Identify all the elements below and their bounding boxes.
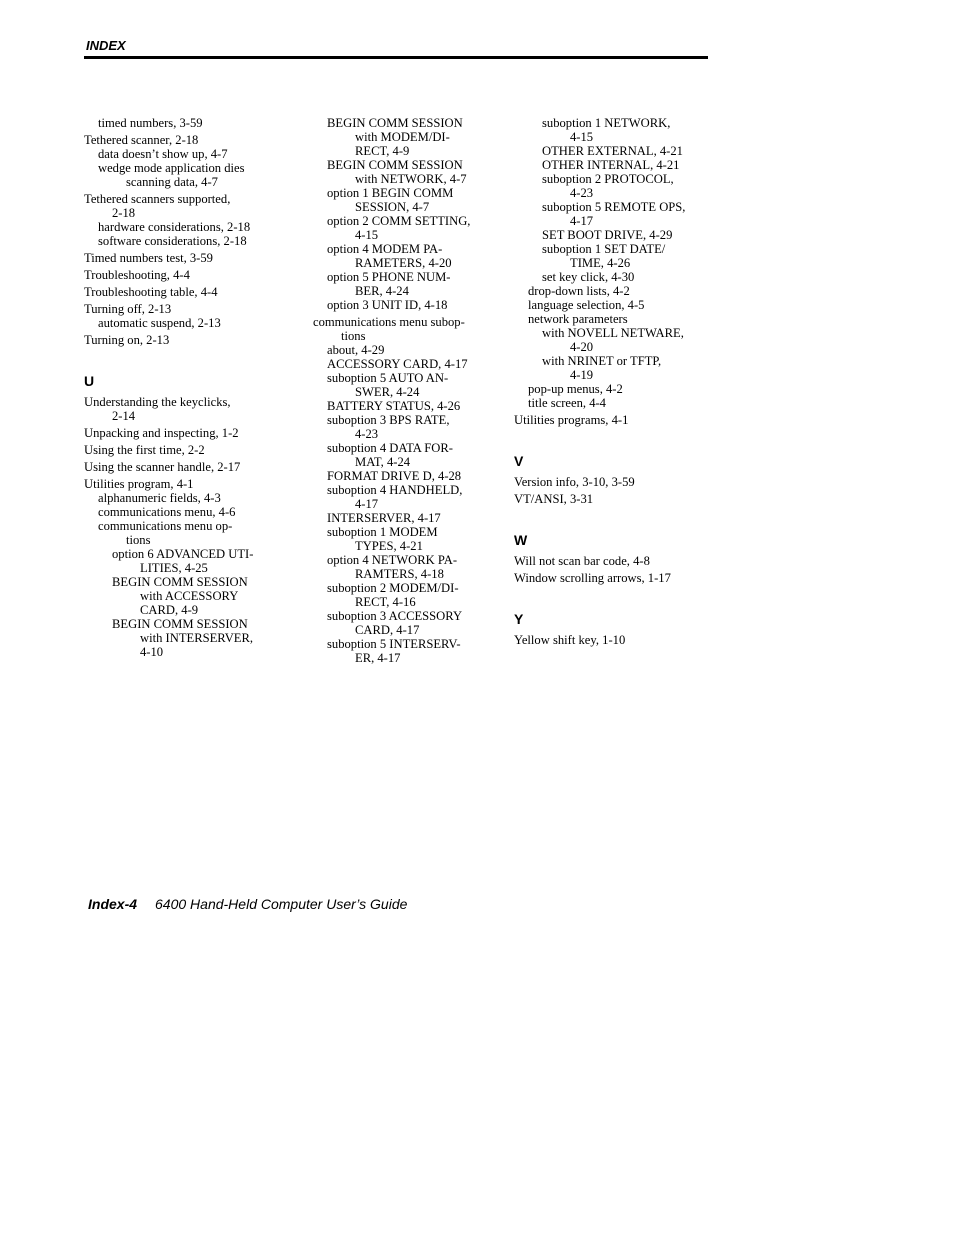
index-entry-continuation: with MODEM/DI- [355,130,450,144]
index-entry [514,312,714,326]
index-entry-text: data doesn’t show up, 4-7 [98,147,228,161]
index-entry [514,554,714,568]
index-entry [313,511,503,525]
index-entry-continuation: CARD, 4-17 [355,623,420,637]
index-entry-continuation: tions [126,533,151,547]
index-entry-continuation: 2-18 [112,206,136,220]
book-title: 6400 Hand-Held Computer User’s Guide [155,896,408,912]
index-entry [313,158,503,186]
index-entry [84,133,289,147]
index-entry-text: Window scrolling arrows, 1-17 [514,571,671,585]
index-entry-text: suboption 3 ACCESSORY [327,609,463,623]
index-entry [514,172,714,200]
index-entry [84,116,289,130]
index-entry [84,251,289,265]
index-entry-continuation: ER, 4-17 [355,651,401,665]
index-entry [514,413,714,427]
index-entry [84,443,289,457]
index-entry-text: OTHER INTERNAL, 4-21 [542,158,680,172]
index-letter-heading: V [514,453,524,469]
index-entry [84,234,289,248]
index-entry-text: hardware considerations, 2-18 [98,220,251,234]
index-letter-heading: Y [514,611,524,627]
index-entry [514,396,714,410]
index-entry-text: suboption 3 BPS RATE, [327,413,450,427]
index-entry [84,268,289,282]
index-entry-text: Tethered scanner, 2-18 [84,133,199,147]
index-entry-text: suboption 1 MODEM [327,525,438,539]
index-entry-continuation: BER, 4-24 [355,284,409,298]
index-entry-text: with NRINET or TFTP, [542,354,662,368]
index-entry-continuation: RECT, 4-16 [355,595,416,609]
index-entry [514,228,714,242]
index-entry-continuation: 4-17 [570,214,594,228]
index-entry-text: Troubleshooting table, 4-4 [84,285,218,299]
index-entry [313,483,503,511]
index-entry-text: suboption 5 INTERSERV- [327,637,461,651]
index-entry-text: communications menu, 4-6 [98,505,236,519]
index-entry-text: communications menu op- [98,519,233,533]
index-entry [514,270,714,284]
index-entry-continuation: LITIES, 4-25 [140,561,208,575]
index-entry-text: Using the first time, 2-2 [84,443,205,457]
index-entry [84,491,289,505]
index-entry-continuation: with INTERSERVER, [140,631,254,645]
index-entry [313,637,503,665]
index-entry-text: Understanding the keyclicks, [84,395,231,409]
index-entry-continuation: TIME, 4-26 [570,256,631,270]
index-entry [514,492,714,506]
index-entry-text: BATTERY STATUS, 4-26 [327,399,461,413]
index-entry-text: BEGIN COMM SESSION [112,617,248,631]
index-entry-text: language selection, 4-5 [528,298,645,312]
index-entry [313,399,503,413]
index-entry [84,477,289,491]
index-entry [84,519,289,547]
index-entry [313,315,503,343]
index-entry-text: Yellow shift key, 1-10 [514,633,626,647]
header-rule [84,56,708,59]
index-column-3 [514,116,714,647]
index-column-2 [313,116,503,665]
index-entry-text: network parameters [528,312,628,326]
index-entry [84,147,289,161]
index-entry-text: FORMAT DRIVE D, 4-28 [327,469,462,483]
index-entry-text: Turning on, 2-13 [84,333,170,347]
index-entry-continuation: scanning data, 4-7 [126,175,218,189]
index-entry [514,571,714,585]
index-entry [84,333,289,347]
index-entry [313,609,503,637]
index-entry [313,525,503,553]
index-entry [84,285,289,299]
index-entry-text: suboption 5 AUTO AN- [327,371,449,385]
index-entry [514,475,714,489]
index-letter-heading: W [514,532,528,548]
index-entry-text: Tethered scanners supported, [84,192,231,206]
index-entry [514,144,714,158]
index-entry-text: drop-down lists, 4-2 [528,284,630,298]
index-entry [313,581,503,609]
index-entry-continuation: 4-20 [570,340,594,354]
index-entry-text: automatic suspend, 2-13 [98,316,221,330]
index-entry-text: wedge mode application dies [98,161,245,175]
index-entry-text: pop-up menus, 4-2 [528,382,623,396]
index-entry-text: Using the scanner handle, 2-17 [84,460,241,474]
index-entry [313,357,503,371]
index-entry-text: suboption 5 REMOTE OPS, [542,200,686,214]
index-entry-text: Timed numbers test, 3-59 [84,251,213,265]
index-entry-text: ACCESSORY CARD, 4-17 [327,357,468,371]
index-entry-continuation: 4-17 [355,497,379,511]
index-entry-continuation: tions [341,329,366,343]
index-entry [84,316,289,330]
index-entry [313,371,503,399]
index-entry-continuation: RECT, 4-9 [355,144,410,158]
index-entry-continuation: SWER, 4-24 [355,385,420,399]
index-entry [84,617,289,659]
index-entry-text: VT/ANSI, 3-31 [514,492,594,506]
index-column-1 [84,116,289,659]
index-entry-continuation: with NETWORK, 4-7 [355,172,467,186]
index-entry-text: option 6 ADVANCED UTI- [112,547,254,561]
index-entry-text: Version info, 3-10, 3-59 [514,475,635,489]
index-entry-text: set key click, 4-30 [542,270,635,284]
index-entry [84,575,289,617]
index-entry-text: option 3 UNIT ID, 4-18 [327,298,448,312]
index-entry [514,382,714,396]
index-entry-text: option 1 BEGIN COMM [327,186,454,200]
index-entry-text: software considerations, 2-18 [98,234,247,248]
index-entry-continuation: 4-19 [570,368,594,382]
index-entry-text: suboption 1 NETWORK, [542,116,671,130]
index-entry [313,214,503,242]
index-entry [313,413,503,441]
index-entry-text: BEGIN COMM SESSION [327,158,463,172]
index-entry-continuation: 4-10 [140,645,164,659]
index-entry-text: timed numbers, 3-59 [98,116,203,130]
index-entry-continuation: MAT, 4-24 [355,455,411,469]
index-entry [84,302,289,316]
index-entry [84,395,289,423]
index-entry-text: option 2 COMM SETTING, [327,214,471,228]
page-footer [88,896,407,912]
index-entry [514,298,714,312]
index-entry-continuation: CARD, 4-9 [140,603,199,617]
index-entry-text: BEGIN COMM SESSION [112,575,248,589]
index-entry-text: about, 4-29 [327,343,385,357]
index-entry-text: Will not scan bar code, 4-8 [514,554,650,568]
index-entry [313,270,503,298]
index-entry-text: INTERSERVER, 4-17 [327,511,441,525]
index-entry-text: suboption 4 DATA FOR- [327,441,453,455]
index-entry-continuation: SESSION, 4-7 [355,200,430,214]
index-entry-text: option 4 NETWORK PA- [327,553,458,567]
index-entry [313,298,503,312]
index-entry [84,505,289,519]
index-entry-text: option 5 PHONE NUM- [327,270,451,284]
index-entry-text: title screen, 4-4 [528,396,606,410]
index-entry [84,547,289,575]
index-entry [514,326,714,354]
running-head: INDEX [86,38,126,53]
index-entry-continuation: RAMETERS, 4-20 [355,256,452,270]
index-entry [84,460,289,474]
index-entry-continuation: with ACCESSORY [140,589,239,603]
index-entry-text: Unpacking and inspecting, 1-2 [84,426,239,440]
index-entry [514,284,714,298]
index-entry-continuation: 2-14 [112,409,136,423]
index-entry-text: suboption 2 PROTOCOL, [542,172,674,186]
index-entry-continuation: 4-23 [355,427,379,441]
page-number: Index-4 [88,896,138,912]
index-entry-text: communications menu subop- [313,315,465,329]
index-entry [84,192,289,220]
index-entry-text: Turning off, 2-13 [84,302,172,316]
index-entry-continuation: RAMTERS, 4-18 [355,567,444,581]
index-entry [313,469,503,483]
index-entry-text: OTHER EXTERNAL, 4-21 [542,144,683,158]
index-entry [84,220,289,234]
index-entry-text: with NOVELL NETWARE, [542,326,684,340]
index-entry [313,242,503,270]
index-entry [313,186,503,214]
index-entry [313,553,503,581]
index-entry-text: suboption 1 SET DATE/ [542,242,666,256]
index-entry [514,200,714,228]
index-entry-continuation: 4-15 [570,130,594,144]
index-entry-text: alphanumeric fields, 4-3 [98,491,221,505]
index-entry-text: Utilities program, 4-1 [84,477,194,491]
index-entry [84,161,289,189]
index-entry-text: SET BOOT DRIVE, 4-29 [542,228,673,242]
index-entry [514,242,714,270]
index-entry [313,116,503,158]
index-entry [514,116,714,144]
index-entry-text: suboption 2 MODEM/DI- [327,581,459,595]
index-entry-text: Troubleshooting, 4-4 [84,268,190,282]
index-entry [313,441,503,469]
index-entry-text: option 4 MODEM PA- [327,242,443,256]
index-entry [514,633,714,647]
index-entry-continuation: 4-15 [355,228,379,242]
index-entry [313,343,503,357]
index-entry [514,158,714,172]
index-entry-continuation: 4-23 [570,186,594,200]
index-entry [84,426,289,440]
index-entry-text: suboption 4 HANDHELD, [327,483,463,497]
index-entry [514,354,714,382]
index-entry-text: BEGIN COMM SESSION [327,116,463,130]
index-entry-continuation: TYPES, 4-21 [355,539,423,553]
index-entry-text: Utilities programs, 4-1 [514,413,629,427]
index-letter-heading: U [84,373,95,389]
